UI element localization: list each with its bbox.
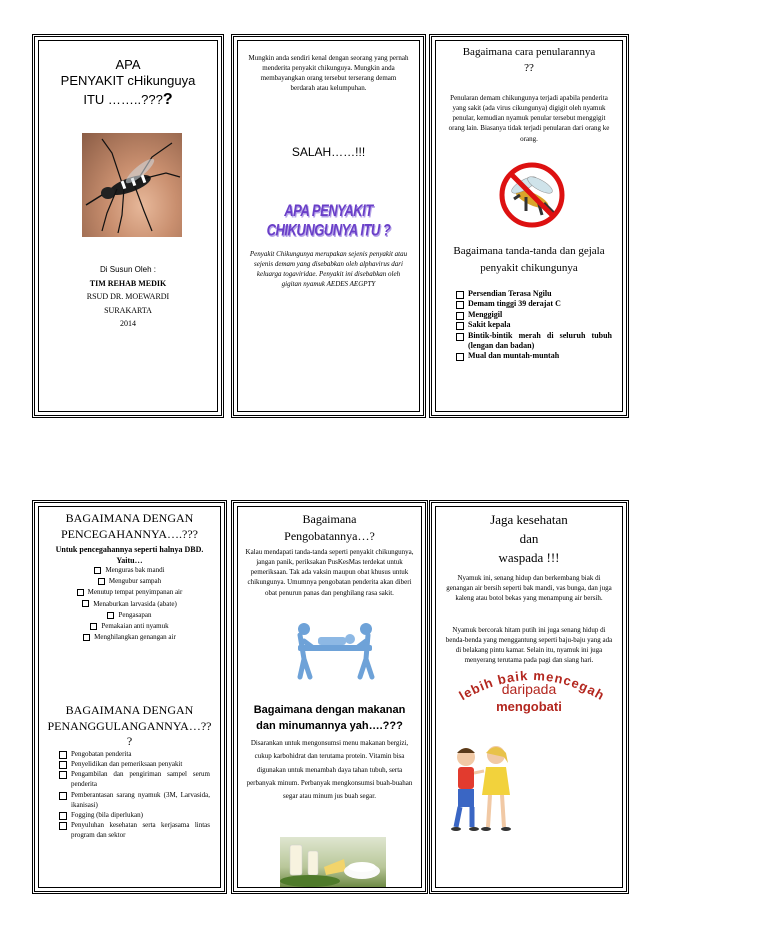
- author-block: Di Susun Oleh : TIM REHAB MEDIK RSUD DR. MOEWARDI SURAKARTA 2014: [86, 265, 170, 329]
- symptoms-heading: Bagaimana tanda-tanda dan gejala penyakit chikungunya: [453, 245, 605, 274]
- list-item: Penyelidikan dan pemeriksaan penyakit: [59, 759, 210, 769]
- treatment-text: Kalau mendapati tanda-tanda seperti penyakit chikungunya, jangan panik, periksakan PusKesMas terdekat untuk pemeriksaan. Tak ada vaksin maupun obat khusus untuk chikungunya. Umumnya pengobatan penderita akan diberi obat penurun panas dan penghilang rasa sakit.: [245, 548, 414, 597]
- list-item: Pengasapan: [39, 610, 220, 621]
- list-item: Pemakaian anti nyamuk: [39, 621, 220, 632]
- slogan-middle: daripada: [501, 681, 557, 697]
- list-item: Mengubur sampah: [39, 576, 220, 587]
- habitat-text: Nyamuk bercorak hitam putih ini juga senang hidup di benda-benda yang menggantung seperti baju-baju yang ada di belakang pintu kamar. Selain itu, nyamuk ini juga menyerang terutama pada pagi dan siang hari.: [445, 626, 613, 665]
- list-item: Bintik-bintik merah di seluruh tubuh (lengan dan badan): [456, 331, 612, 352]
- awareness-panel: [429, 500, 629, 894]
- list-item: Menutup tempat penyimpanan air: [39, 587, 220, 598]
- breeding-text: Nyamuk ini, senang hidup dan berkembang biak di genangan air bersih seperti bak mandi, vas bunga, dan juga kaleng atau botol bekas yang menampung air bersih.: [446, 574, 612, 603]
- transmission-panel: [429, 34, 629, 418]
- list-item: Persendian Terasa Ngilu: [456, 289, 612, 299]
- slogan-bottom: mengobati: [496, 699, 562, 714]
- list-item: Demam tinggi 39 derajat C: [456, 299, 612, 309]
- list-item: Penyuluhan kesehatan serta kerjasama lintas program dan sektor: [59, 820, 210, 840]
- list-item: Menggigil: [456, 310, 612, 320]
- cover-panel: [32, 34, 224, 418]
- list-item: Fogging (bila diperlukan): [59, 810, 210, 820]
- intro-text: Mungkin anda sendiri kenal dengan seorang yang pernah menderita penyakit chikunguya. Mungkin anda membayangkan orang tersebut terserang demam berdarah atau kelumpuhan.: [248, 54, 409, 93]
- cover-title: APA PENYAKIT cHikunguya ITU ……..????: [60, 57, 196, 108]
- prevention-heading: BAGAIMANA DENGAN PENCEGAHANNYA….???: [61, 511, 198, 541]
- treatment-heading: Bagaimana Pengobatannya…?: [284, 512, 375, 543]
- mosquito-photo: [82, 133, 182, 237]
- prevention-panel: [32, 500, 227, 894]
- list-item: Mual dan muntah-muntah: [456, 351, 612, 361]
- control-list: [59, 749, 210, 840]
- list-item: Menghilangkan genangan air: [39, 632, 220, 643]
- wordart-title: APA PENYAKIT CHIKUNGUNYA ITU ?: [266, 200, 391, 240]
- food-heading: Bagaimana dengan makanan dan minumannya yah….???: [253, 704, 406, 732]
- awareness-heading: Jaga kesehatan dan waspada !!!: [490, 512, 568, 565]
- food-photo: [280, 837, 386, 887]
- control-heading: BAGAIMANA DENGAN PENANGGULANGANNYA…?? ?: [47, 703, 212, 749]
- kids-illustration: [442, 741, 522, 833]
- list-item: Pemberantasan sarang nyamuk (3M, Larvasida, ikanisasi): [59, 790, 210, 810]
- list-item: Sakit kepala: [456, 320, 612, 330]
- food-text: Disarankan untuk mengonsumsi menu makanan bergizi, cukup karbohidrat dan terutama protein. Vitamin bisa digunakan untuk menambah daya tahan tubuh, serta perbanyak minum. Perbanyak mengkonsumsi buah-buahan segar atau minum jus buah segar.: [246, 739, 413, 801]
- definition-text: Penyakit Chikungunya merupakan sejenis penyakit atau sejenis demam yang disebabkan oleh alphavirus dari keluarga togaviridae. Penyakit ini disebabkan oleh gigitan nyamuk AEDES AEGPTY: [249, 250, 408, 289]
- list-item: Menaburkan larvasida (abate): [39, 599, 220, 610]
- list-item: Pengambilan dan pengiriman sampel serum penderita: [59, 769, 210, 789]
- wrong-text: SALAH……!!!: [291, 145, 366, 159]
- symptoms-list: [456, 289, 612, 362]
- no-mosquito-icon: [492, 155, 572, 235]
- list-item: Menguras bak mandi: [39, 565, 220, 576]
- prevention-list: [39, 565, 220, 643]
- list-item: Pengobatan penderita: [59, 749, 210, 759]
- transmission-heading: Bagaimana cara penularannya ??: [462, 46, 596, 74]
- treatment-panel: [231, 500, 428, 894]
- prevention-intro: Untuk pencegahannya seperti halnya DBD. Yaitu…: [55, 545, 204, 565]
- intro-panel: [231, 34, 426, 418]
- transmission-text: Penularan demam chikungunya terjadi apabila penderita yang sakit (ada virus cikungunya) digigit oleh nyamuk penular, kemudian nyamuk penular tersebut menggigit orang lain. Biasanya tidak terjadi penularan dari orang ke orang.: [448, 94, 610, 143]
- stretcher-illustration: [290, 619, 380, 681]
- svg-text:lebih baik mencegah: lebih baik mencegah: [456, 667, 608, 704]
